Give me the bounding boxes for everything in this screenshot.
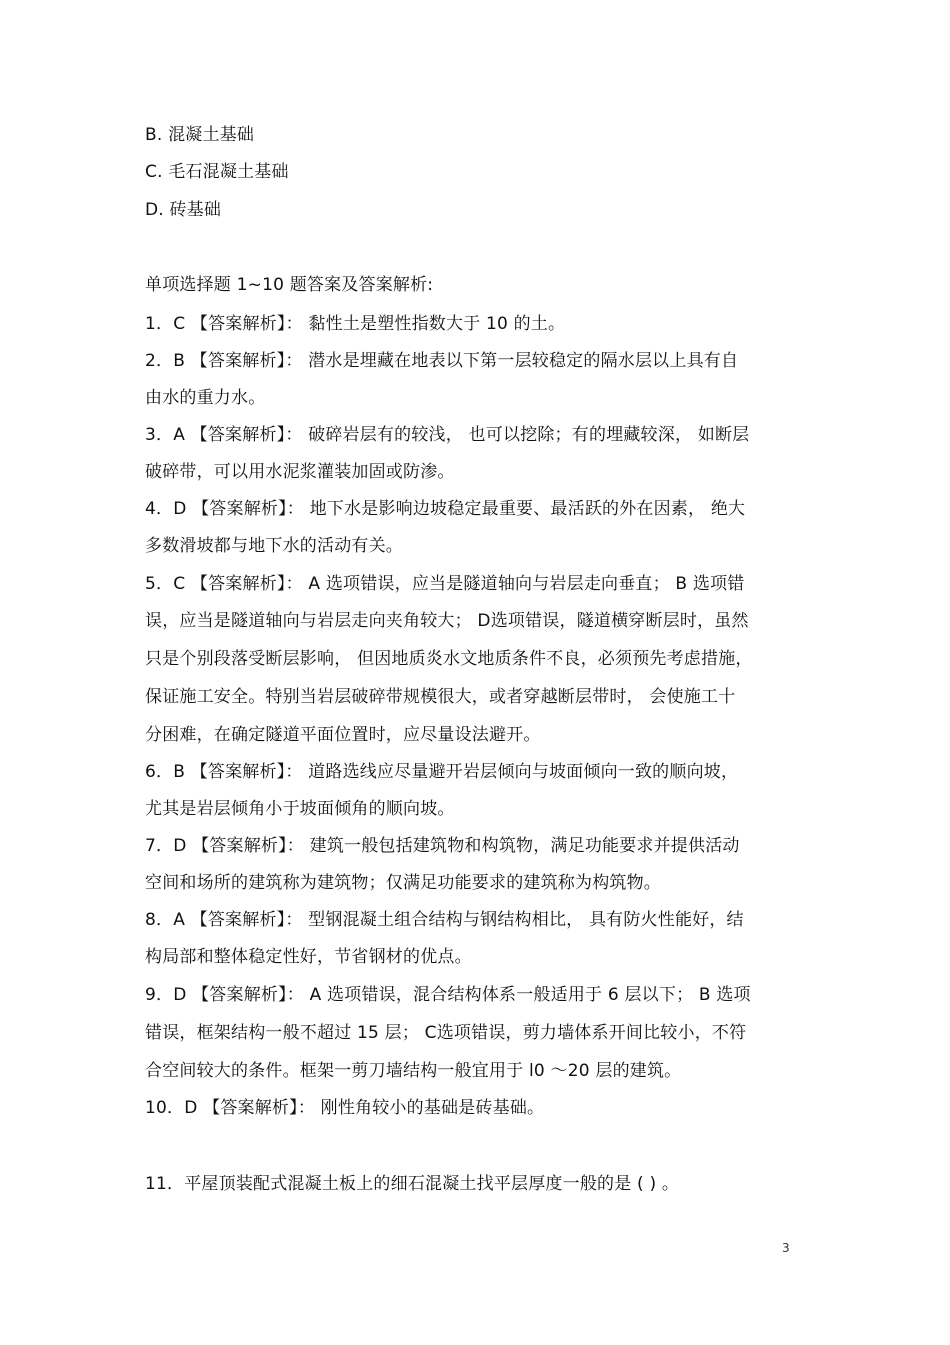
answer-line: 错误，框架结构一般不超过 15 层； C选项错误，剪力墙体系开间比较小，不符 [145,1023,747,1043]
answer-line: 多数滑坡都与地下水的活动有关。 [145,536,403,556]
section-heading: 单项选择题 1~10 题答案及答案解析: [145,275,434,295]
answer-line: 5．C 【答案解析】： A 选项错误，应当是隧道轴向与岩层走向垂直； B 选项错 [145,574,745,594]
answer-line: 2．B 【答案解析】： 潜水是埋藏在地表以下第一层较稳定的隔水层以上具有自 [145,351,739,371]
answer-line: 只是个别段落受断层影响， 但因地质炎水文地质条件不良，必须预先考虑措施， [145,649,753,669]
answer-line: 8．A 【答案解析】： 型钢混凝土组合结构与钢结构相比， 具有防火性能好，结 [145,910,744,930]
answer-line: 6．B 【答案解析】： 道路选线应尽量避开岩层倾向与坡面倾向一致的顺向坡， [145,762,739,782]
answer-line: 构局部和整体稳定性好，节省钢材的优点。 [145,947,472,967]
answer-line: 空间和场所的建筑称为建筑物；仅满足功能要求的建筑称为构筑物。 [145,873,661,893]
answer-line: 7．D 【答案解析】： 建筑一般包括建筑物和构筑物，满足功能要求并提供活动 [145,836,740,856]
answer-line: 保证施工安全。特别当岩层破碎带规模很大，或者穿越断层带时， 会使施工十 [145,687,736,707]
option-c: C. 毛石混凝土基础 [145,162,289,182]
answer-line: 破碎带，可以用水泥浆灌装加固或防渗。 [145,462,455,482]
answer-line: 合空间较大的条件。框架一剪刀墙结构一般宜用于 l0 ～20 层的建筑。 [145,1061,682,1081]
answer-line: 9．D 【答案解析】： A 选项错误，混合结构体系一般适用于 6 层以下； B 选项 [145,985,751,1005]
question-11: 11．平屋顶装配式混凝土板上的细石混凝土找平层厚度一般的是 ( ) 。 [145,1174,680,1194]
answer-line: 1．C 【答案解析】： 黏性土是塑性指数大于 10 的土。 [145,314,566,334]
answer-line: 4．D 【答案解析】： 地下水是影响边坡稳定最重要、最活跃的外在因素， 绝大 [145,499,746,519]
answer-line: 误，应当是隧道轴向与岩层走向夹角较大； D选项错误，隧道横穿断层时，虽然 [145,611,749,631]
answer-line: 由水的重力水。 [145,388,266,408]
option-b: B. 混凝土基础 [145,125,255,145]
option-d: D. 砖基础 [145,200,222,220]
answer-line: 3．A 【答案解析】： 破碎岩层有的较浅， 也可以挖除；有的埋藏较深， 如断层 [145,425,750,445]
answer-line: 尤其是岩层倾角小于坡面倾角的顺向坡。 [145,799,455,819]
page-number: 3 [782,1241,790,1255]
answer-line: 分困难，在确定隧道平面位置时，应尽量设法避开。 [145,725,541,745]
answer-line: 10．D 【答案解析】： 刚性角较小的基础是砖基础。 [145,1098,545,1118]
